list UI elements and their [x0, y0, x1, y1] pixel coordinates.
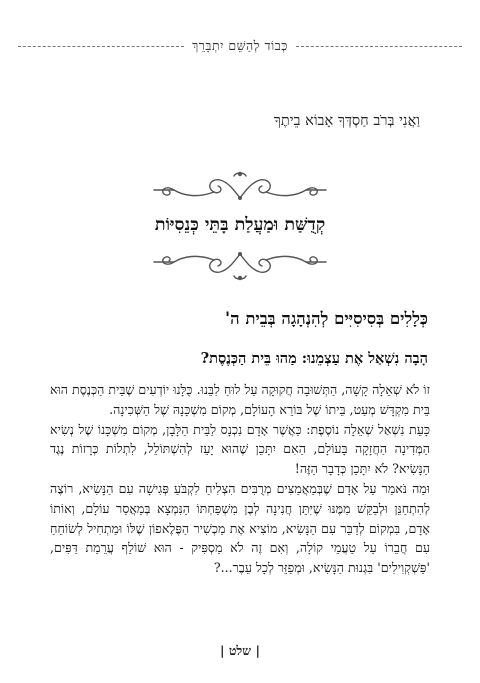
- chapter-title: קְדֻשַּׁת וּמַעֲלַת בָּתֵּי כְּנֵסִיּוֹת: [154, 215, 326, 235]
- bottom-ornament: [150, 250, 330, 284]
- top-ornament: [150, 168, 330, 202]
- paragraph: כָּעֵת נִשְׁאַל שְׁאֵלָה נוֹסֶפֶת: כַּאֲשֶׁר אָדָם נִכְנָס לַבֵּית הַלָּבָן, מְקוֹם מִשְׁכָּנוֹ שֶׁל נְשִׂיא הַמְּדִינָה הַחֲזָקָה בָּעוֹלָם, הַאִם יִתָּכֵן שֶׁהוּא יָעֵז לְהִשְׁתּוֹלֵל, לִתְלוֹת כְּרָזוֹת נֶגֶד הַנָּשִׂיא? לֹא יִתָּכֵן כְּדָבָר הַזֶּה!: [50, 421, 430, 477]
- running-header: [18, 38, 462, 54]
- subheading: הָבָה נִשְׁאַל אֶת עַצְמֵנוּ: מַהוּ בֵּית הַכְּנֶסֶת?: [200, 350, 428, 367]
- page-number: | שלט |: [219, 643, 261, 658]
- epigraph: וַאֲנִי בְּרֹב חַסְדְּךָ אָבוֹא בֵיתֶךָ: [273, 113, 420, 129]
- section-heading: כְּלָלִים בְּסִיסִיִּים לְהִנְהָגָה בְּבֵית ה': [225, 309, 428, 328]
- body-text: [50, 380, 430, 578]
- header-rule-right: [296, 46, 462, 47]
- paragraph: וּמַה נֹּאמַר עַל אָדָם שֶׁבְּמַאֲמַצִּים מְרֻבִּים הִצְלִיחַ לִקְבֹּעַ פְּגִישָׁה עִם הַנָּשִׂיא, רוֹצֶה לְהִתְחַנֵּן וּלְבַקֵּשׁ מִמֶּנּוּ שֶׁיִּתֵּן חֲנִינָה לְבֶן מִשְׁפַּחְתּוֹ הַנִּמְצָא בְּמַאֲסַר עוֹלָם, וְאוֹתוֹ אָדָם, בִּמְקוֹם לְדַבֵּר עִם הַנָּשִׂיא, מוֹצִיא אֶת מַכְשִׁיר הַפֶּלֶאפוֹן שֶׁלּוֹ וּמַתְחִיל לְשׂוֹחֵחַ עִם חֲבֵרוֹ עַל טַעֲמֵי קוֹלָה, וְאִם זֶה לֹא מַסְפִּיק - הוּא שׁוֹלֵף עֲרֵמַת דַּפִּים, 'פַּשְׁקְוִילִים' בִּגְנוּת הַנָּשִׂיא, וּמְפַזֵּר לְכָל עֵבֶר...?: [50, 480, 430, 576]
- running-header-text: כְּבוֹד לְהַשֵּׁם יִתְבָּרֵךְ: [192, 38, 288, 53]
- paragraph: זוֹ לֹא שְׁאֵלָה קָשָׁה, הַתְּשׁוּבָה חֲקוּקָה עַל לוּחַ לִבֵּנוּ. כֻּלָּנוּ יוֹדְעִים שֶׁבֵּית הַכְּנֶסֶת הוּא בֵּית מִקְדָּשׁ מְעַט, בֵּיתוֹ שֶׁל בּוֹרֵא הָעוֹלָם, מְקוֹם מִשְׁכָּנָהּ שֶׁל הַשְּׁכִינָה.: [50, 382, 430, 417]
- header-rule-left: [18, 46, 184, 47]
